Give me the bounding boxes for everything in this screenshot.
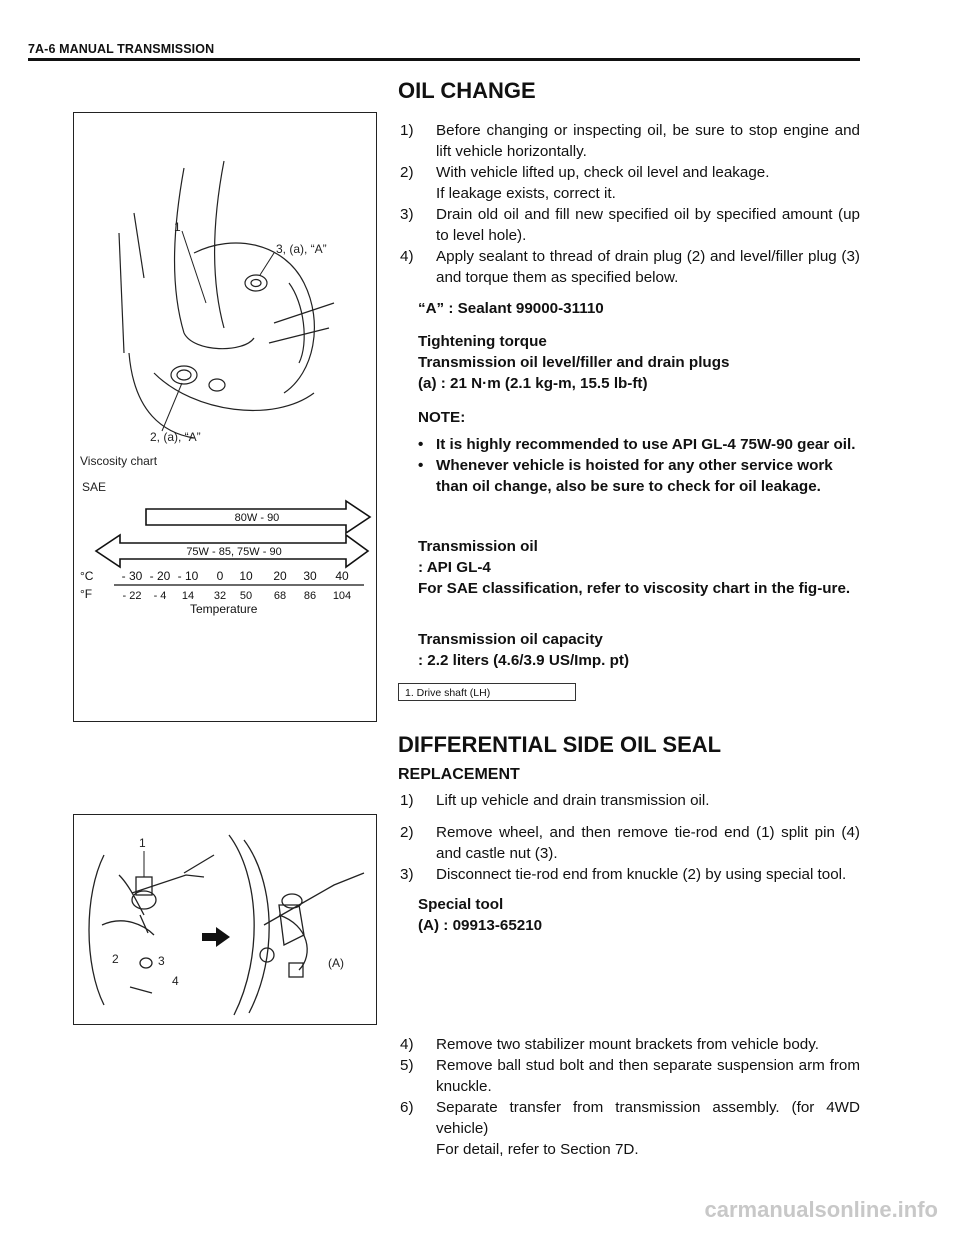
label-1: 1 xyxy=(174,220,181,234)
fig2-label-1: 1 xyxy=(139,836,146,850)
viscosity-chart-title: Viscosity chart xyxy=(80,454,158,468)
fahrenheit-tick-label: - 22 xyxy=(122,590,142,602)
fahrenheit-tick-label: - 4 xyxy=(153,590,167,602)
fahrenheit-ticks xyxy=(123,590,352,602)
tool-title: Special tool xyxy=(418,896,504,913)
tie-rod-illustration-left xyxy=(89,855,214,1005)
celsius-tick-label: - 30 xyxy=(121,569,143,583)
step-item: 2) Remove wheel, and then remove tie-rod end (1) split pin (4) and castle nut (3). xyxy=(400,824,860,862)
torque-spec xyxy=(418,331,858,394)
fig2-label-2: 2 xyxy=(112,952,119,966)
fahrenheit-tick-label: 32 xyxy=(213,590,227,602)
fig2-label-a: (A) xyxy=(328,956,344,970)
section-title-oil-seal: DIFFERENTIAL SIDE OIL SEAL xyxy=(398,732,722,757)
fahrenheit-tick-label: 50 xyxy=(239,590,253,602)
celsius-tick-label: 10 xyxy=(239,569,253,583)
oil-change-steps xyxy=(398,120,860,288)
celsius-tick-label: 0 xyxy=(216,569,224,583)
capacity-title: Transmission oil capacity xyxy=(418,631,603,648)
capacity-value: : 2.2 liters (4.6/3.9 US/Imp. pt) xyxy=(418,652,630,669)
celsius-tick-label: 40 xyxy=(335,569,349,583)
fahrenheit-tick-label: 86 xyxy=(303,590,317,602)
unit-c: °C xyxy=(80,569,94,583)
oil-spec xyxy=(418,536,858,599)
step-item: 6) Separate transfer from transmission assembly. (for 4WD vehicle) xyxy=(400,1099,860,1137)
step-item: 1) Lift up vehicle and drain transmission oil. xyxy=(400,792,710,809)
tool-value: (A) : 09913-65210 xyxy=(418,917,543,934)
torque-line1: Transmission oil level/filler and drain plugs xyxy=(418,354,730,371)
label-3: 3, (a), “A” xyxy=(276,242,327,256)
header-rule xyxy=(28,58,860,61)
capacity-spec xyxy=(418,629,858,671)
figure-legend: 1. Drive shaft (LH) xyxy=(398,683,576,701)
celsius-ticks xyxy=(122,569,349,583)
figure-oil-change xyxy=(73,112,377,722)
celsius-tick-label: - 10 xyxy=(177,569,199,583)
sae-label: SAE xyxy=(82,480,107,494)
step-item: 4) Remove two stabilizer mount brackets from vehicle body. xyxy=(400,1036,819,1053)
step-item: 3) Disconnect tie-rod end from knuckle (2) by using special tool. xyxy=(400,866,847,883)
oil-title: Transmission oil xyxy=(418,538,538,555)
note-list xyxy=(418,434,858,497)
oil-grade: : API GL-4 xyxy=(418,559,491,576)
fig2-label-4: 4 xyxy=(172,974,179,988)
step-item: 1) Before changing or inspecting oil, be sure to stop engine and lift vehicle horizontally. xyxy=(400,122,860,160)
watermark: carmanualsonline.info xyxy=(704,1197,938,1222)
label-2: 2, (a), “A” xyxy=(150,430,201,444)
section-title-oil-change: OIL CHANGE xyxy=(398,78,536,103)
subsection-replacement: REPLACEMENT xyxy=(398,766,520,783)
figure-tie-rod-drawing xyxy=(74,815,376,1024)
oil-reference: For SAE classification, refer to viscosity chart in the fig-ure. xyxy=(418,580,851,597)
fahrenheit-tick-label: 14 xyxy=(181,590,195,602)
torque-title: Tightening torque xyxy=(418,333,547,350)
unit-f: °F xyxy=(80,587,93,601)
bar-75w-label: 75W - 85, 75W - 90 xyxy=(186,546,282,558)
celsius-tick-label: 30 xyxy=(303,569,317,583)
seal-steps-b xyxy=(398,822,860,885)
sealant-spec: “A” : Sealant 99000-31110 xyxy=(418,300,604,317)
special-tool xyxy=(418,894,858,936)
page-header: 7A-6 MANUAL TRANSMISSION xyxy=(28,42,215,56)
celsius-tick-label: - 20 xyxy=(149,569,171,583)
fahrenheit-tick-label: 104 xyxy=(332,590,352,602)
transmission-illustration xyxy=(119,161,334,438)
note-item: • Whenever vehicle is hoisted for any other service work than oil change, also be sure to check for oil leakage. xyxy=(418,457,833,495)
arrow-icon xyxy=(202,927,230,947)
torque-line2: (a) : 21 N·m (2.1 kg-m, 15.5 lb-ft) xyxy=(418,375,648,392)
tie-rod-illustration-right xyxy=(229,835,364,1015)
temperature-label: Temperature xyxy=(190,602,258,616)
note-label: NOTE: xyxy=(418,409,466,426)
seal-step-1 xyxy=(398,790,860,811)
bar-80w90-label: 80W - 90 xyxy=(234,512,280,524)
step-item: 5) Remove ball stud bolt and then separate suspension arm from knuckle. xyxy=(400,1057,860,1095)
step-item: 4) Apply sealant to thread of drain plug (2) and level/filler plug (3) and torque them as specified below. xyxy=(400,248,860,286)
figure-oil-change-drawing xyxy=(74,113,376,721)
celsius-tick-label: 20 xyxy=(273,569,287,583)
step-item: If leakage exists, correct it. xyxy=(436,185,616,202)
fahrenheit-tick-label: 68 xyxy=(273,590,287,602)
note-item: • It is highly recommended to use API GL-4 75W-90 gear oil. xyxy=(418,436,856,453)
seal-steps-c xyxy=(398,1034,860,1160)
step-item: 3) Drain old oil and fill new specified oil by specified amount (up to level hole). xyxy=(400,206,860,244)
fig2-label-3: 3 xyxy=(158,954,165,968)
step-item: 2) With vehicle lifted up, check oil level and leakage. xyxy=(400,164,770,181)
step-item: For detail, refer to Section 7D. xyxy=(436,1141,639,1158)
figure-tie-rod xyxy=(73,814,377,1025)
